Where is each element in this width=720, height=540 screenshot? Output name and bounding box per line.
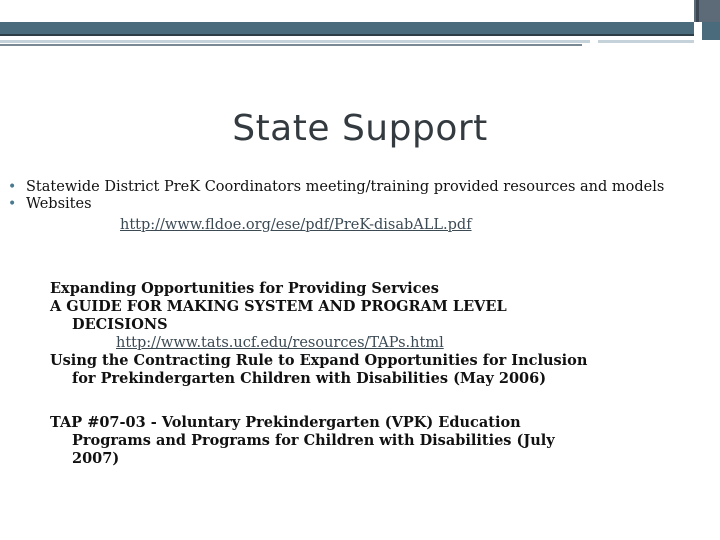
block2-line1: TAP #07-03 - Voluntary Prekindergarten (VPK) Education — [50, 414, 521, 431]
bullet-item — [8, 180, 698, 195]
header-light-line-right — [598, 40, 694, 43]
resource-block-1 — [50, 280, 670, 388]
block1-line5: for Prekindergarten Children with Disabilities (May 2006) — [72, 370, 547, 387]
bullet-item — [8, 197, 698, 212]
slide-title: State Support — [232, 108, 488, 149]
block2-line2: Programs and Programs for Children with Disabilities (July — [72, 432, 555, 449]
tats-link[interactable]: http://www.tats.ucf.edu/resources/TAPs.html — [116, 335, 444, 351]
block1-line1: Expanding Opportunities for Providing Services — [50, 280, 439, 297]
header-teal-corner — [702, 22, 720, 40]
header-dark-line — [0, 34, 694, 36]
block1-line2: A GUIDE FOR MAKING SYSTEM AND PROGRAM LEVEL — [50, 298, 507, 315]
header-light-line — [0, 40, 590, 43]
bullet-text: Websites — [26, 196, 92, 212]
bullet-list — [8, 180, 698, 234]
resource-block-2 — [50, 414, 670, 468]
header-vertical-line — [696, 0, 699, 22]
block1-line3: DECISIONS — [72, 316, 168, 333]
block1-line4: Using the Contracting Rule to Expand Opportunities for Inclusion — [50, 352, 588, 369]
fldoe-link[interactable]: http://www.fldoe.org/ese/pdf/PreK-disabALL.pdf — [120, 217, 472, 233]
block2-line3: 2007) — [72, 450, 120, 467]
bullet-dot-icon: • — [8, 179, 17, 195]
bullet-text: Statewide District PreK Coordinators meeting/training provided resources and models — [26, 179, 665, 195]
header-teal-bar — [0, 22, 694, 34]
header-dark-line-2 — [0, 44, 582, 46]
bullet-dot-icon: • — [8, 196, 17, 212]
header-band — [0, 0, 720, 22]
